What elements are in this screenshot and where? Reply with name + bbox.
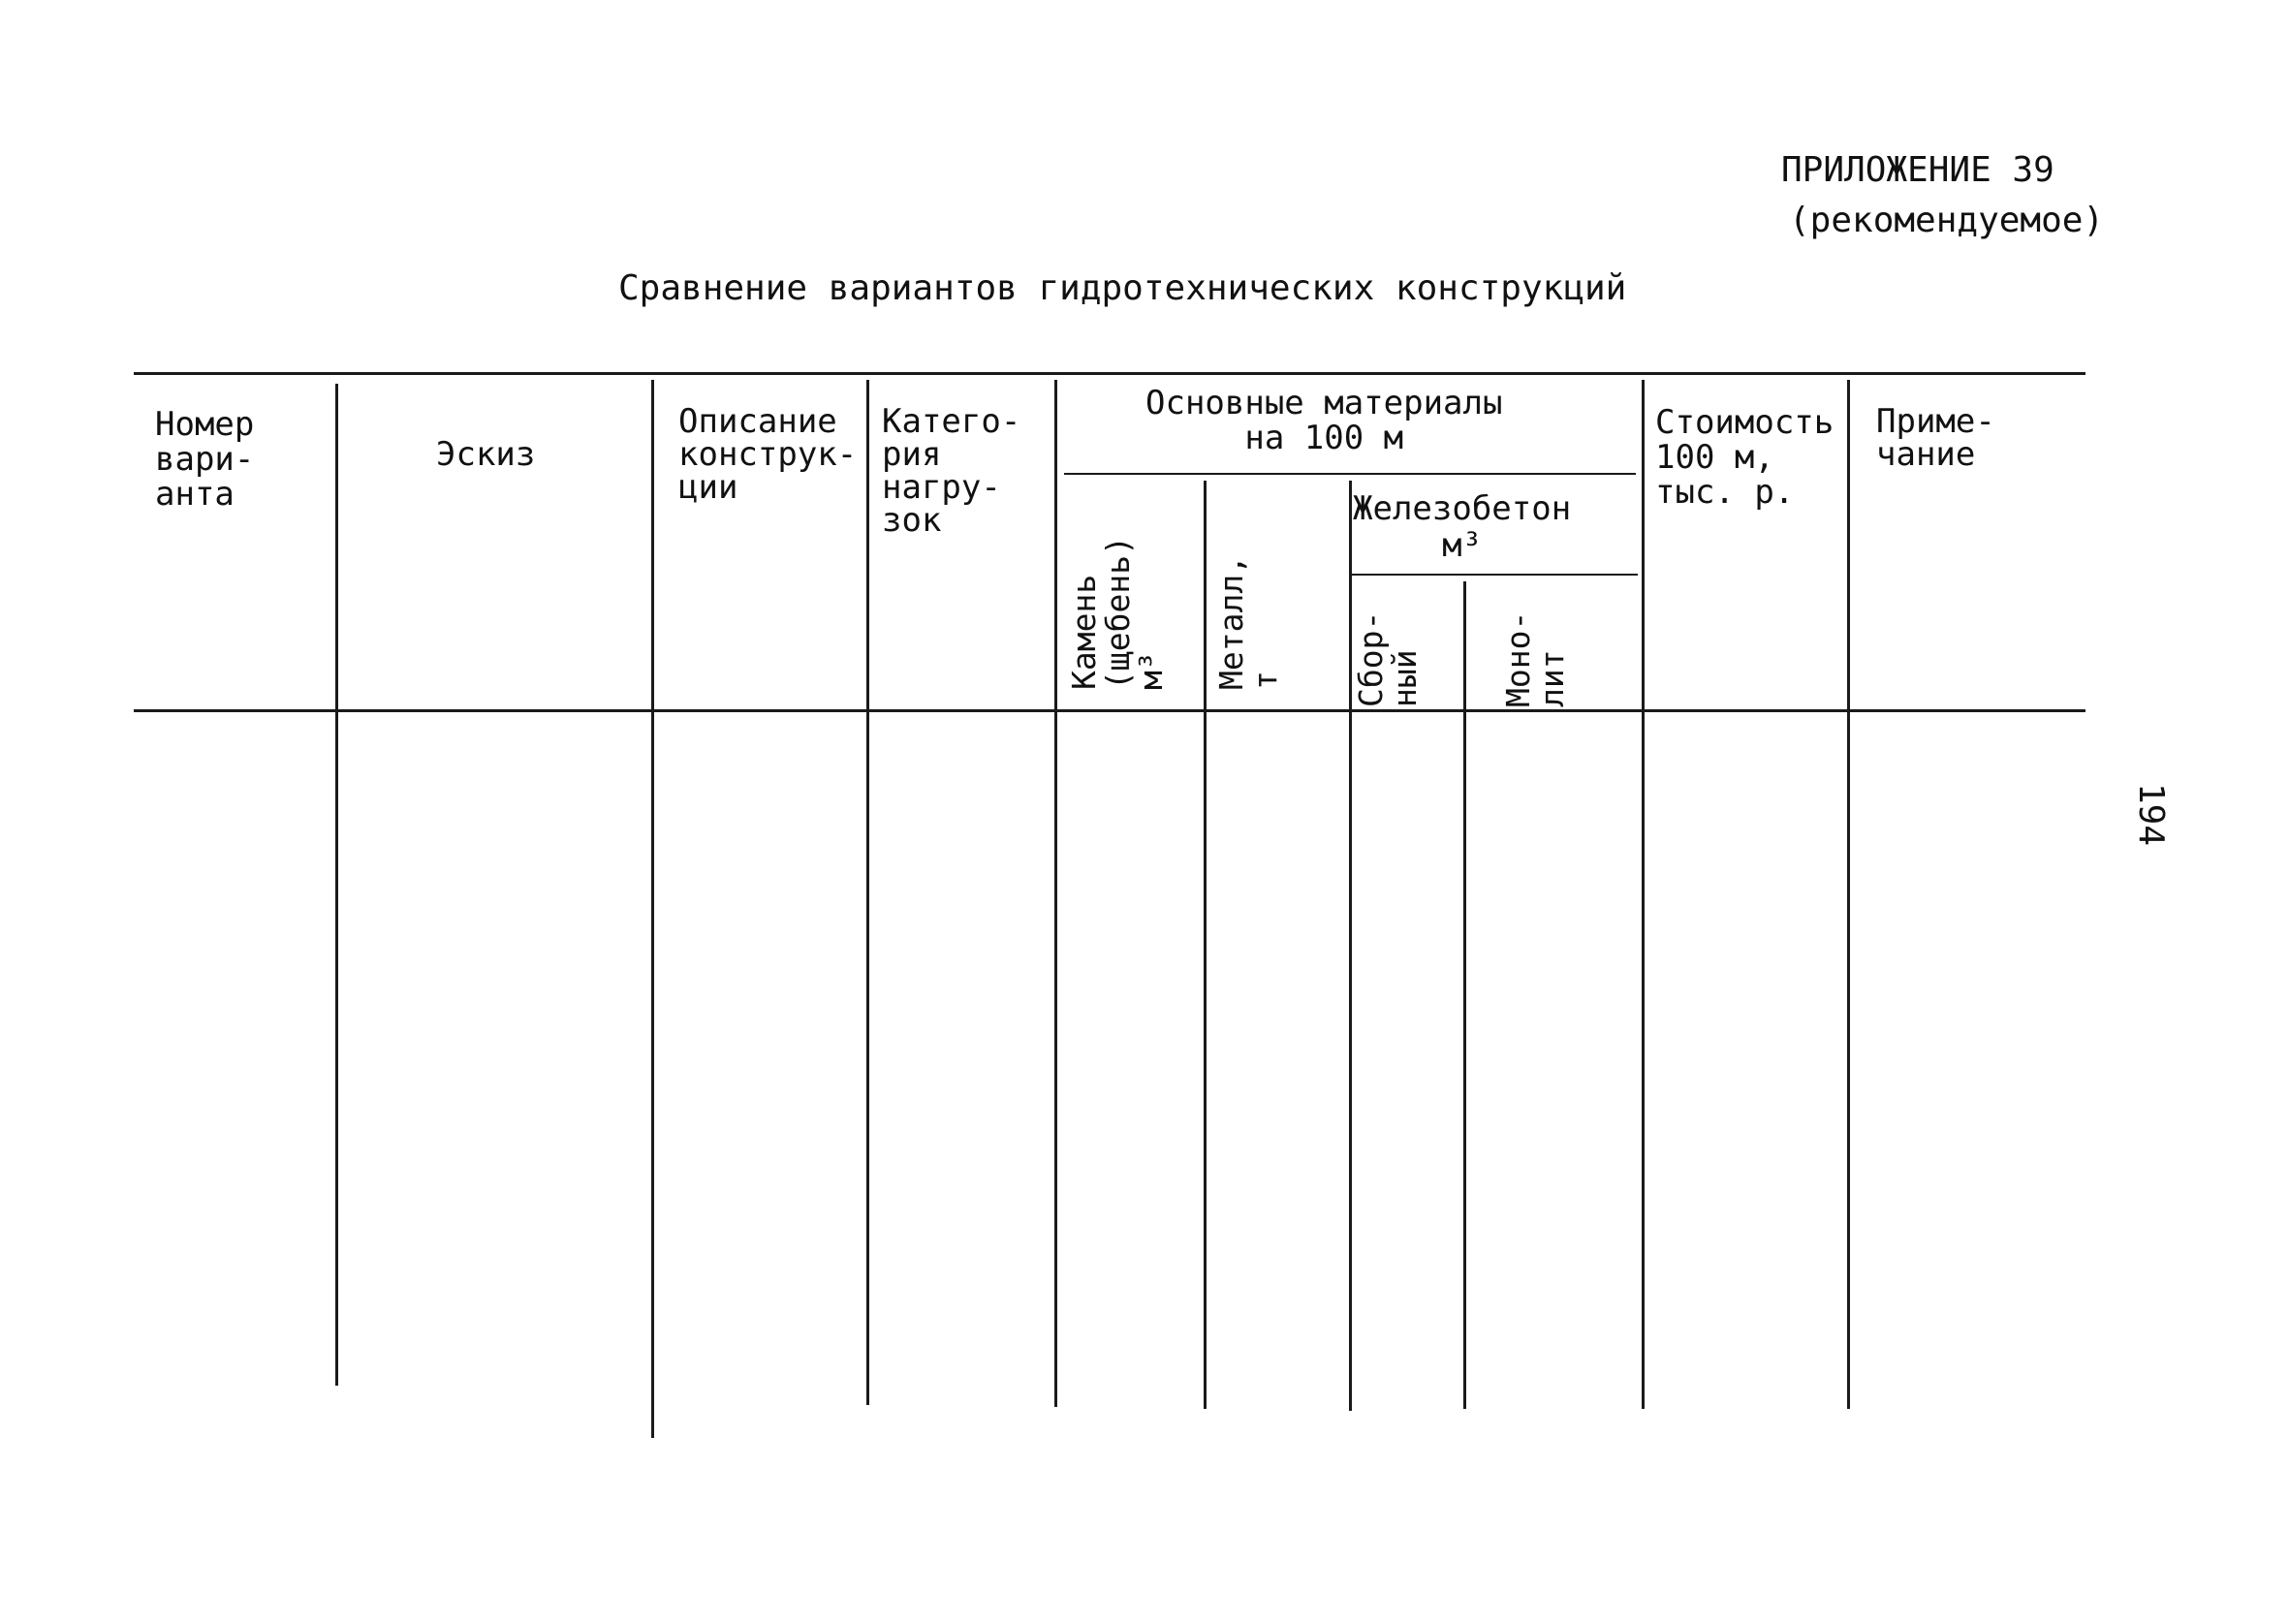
- header-load-category: Катего- рия нагру- зок: [882, 402, 1021, 540]
- header-bottom-rule: [134, 709, 2085, 712]
- col-divider-2: [651, 380, 654, 1438]
- header-description: Описание конструк- ции: [678, 402, 858, 507]
- header-monolithic: Моно- лит: [1499, 610, 1571, 707]
- concrete-subrule: [1349, 574, 1638, 576]
- col-divider-3: [866, 380, 869, 1405]
- header-remark: Приме- чание: [1876, 402, 1995, 474]
- header-precast: Сбор- ный: [1352, 610, 1424, 707]
- col-divider-9: [1847, 380, 1850, 1409]
- header-stone: Камень (щебень) м³: [1065, 536, 1171, 690]
- col-divider-4: [1054, 380, 1057, 1407]
- header-main-materials: Основные материалы на 100 м: [1145, 384, 1503, 457]
- appendix-label: ПРИЛОЖЕНИЕ 39: [1781, 150, 2054, 190]
- page-number: 194: [2131, 783, 2171, 847]
- table-top-rule: [134, 372, 2085, 375]
- page-title: Сравнение вариантов гидротехнических конструкций: [618, 268, 1627, 308]
- col-divider-8: [1642, 380, 1645, 1409]
- header-cost: Стоимость 100 м, тыс. р.: [1655, 403, 1834, 512]
- col-divider-1: [335, 384, 338, 1386]
- materials-subrule: [1064, 473, 1636, 475]
- header-sketch: Эскиз: [436, 435, 536, 474]
- appendix-note: (рекомендуемое): [1789, 201, 2105, 240]
- header-reinforced-concrete: Железобетон м³: [1353, 489, 1572, 565]
- col-divider-5: [1204, 481, 1207, 1409]
- header-variant-number: Номер вари- анта: [155, 405, 255, 514]
- col-divider-7: [1463, 581, 1466, 1409]
- header-metal: Металл, т: [1212, 554, 1284, 690]
